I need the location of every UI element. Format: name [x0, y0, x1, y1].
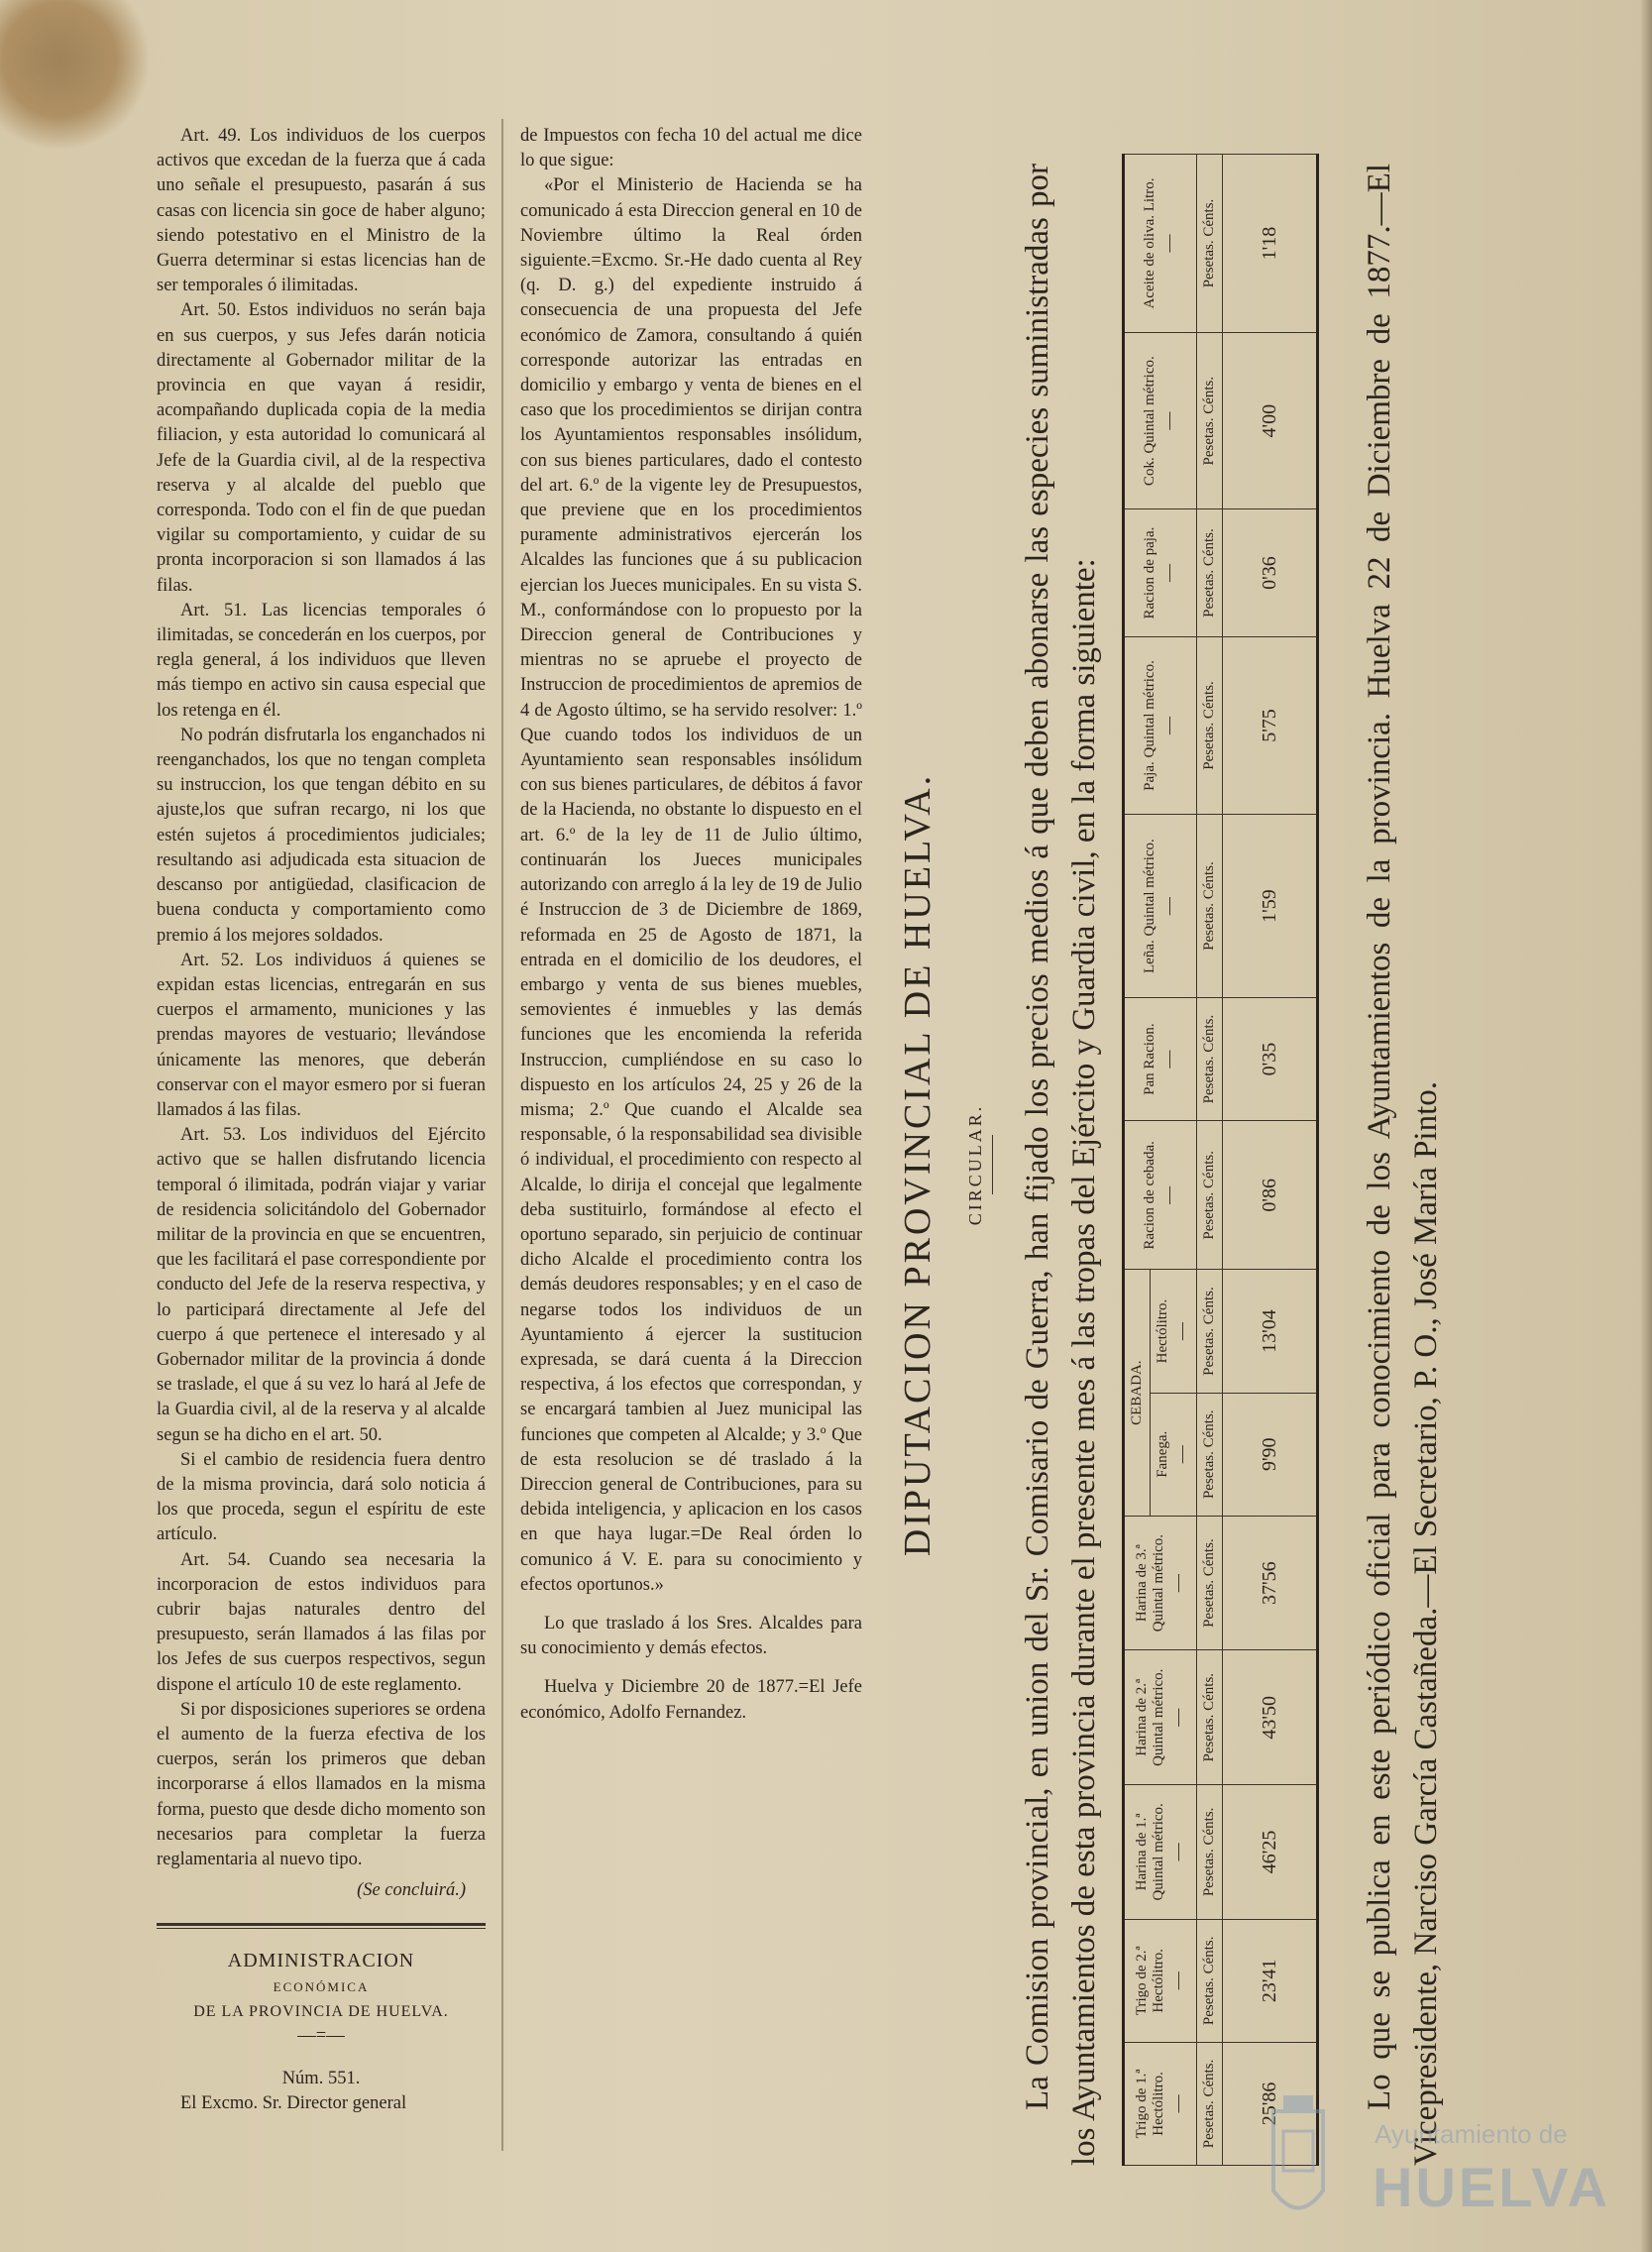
circular-outro: Lo que se publica en este periódico oficial para conocimiento de los Ayuntamientos de la provincia. Huelva 22 de Diciembre de 1877.—El Vicepresidente, Narciso García Castañeda.—El Secretario, P. O., José María Pinto. [1362, 164, 1444, 2166]
document-number: Núm. 551. [281, 2069, 361, 2089]
article-53: Art. 53. Los individuos del Ejército activo que se hallen disfrutando licencia temporal ó ilimitada, podrán viajar y variar de residencia solicitándolo del Gobernador militar de la provincia en que se encuentren, que les facilitará el pase correspondiente por conducto del Jefe de la reserva respectiva, y lo participará directamente al Jefe del cuerpo á que pertenece el interesado y al Gobernador militar de la provincia á donde se traslade, el que á su vez lo hará al Jefe de la Guardia civil, al de la reserva y al alcalde segun se ha dicho en el art. 50. [157, 1125, 486, 1445]
article-54-continued: Si por disposiciones superiores se ordena el aumento de la fuerza efectiva de los cuerpos, serán los primeros que deban incorporarse á ellos llamados en la misma forma, puesto que desde dicho momento son necesarios para completar la fuerza reglamentaria al nuevo tipo. [157, 1699, 486, 1870]
price-col-header: Racion de cebada. — [1124, 1121, 1197, 1270]
currency-cell: Pesetas. Cénts. [1197, 1785, 1223, 1920]
circular-intro: La Comision provincial, en union del Sr. Comisario de Guerra, han fijado los precios medios á que deben abonarse las especies suministradas por los Ayuntamientos de esta provincia durante el presente mes á las tropas del Ejército y Guardia civil, en la forma siguiente: [1020, 164, 1102, 2166]
price-value: 4'00 [1223, 333, 1318, 509]
price-value: 1'18 [1223, 155, 1318, 333]
middle-intro: de Impuestos con fecha 10 del actual me dice lo que sigue: [520, 126, 862, 171]
price-col-header: Paja. Quintal métrico. — [1124, 636, 1197, 814]
currency-cell: Pesetas. Cénts. [1197, 1516, 1223, 1650]
price-value: 43'50 [1223, 1650, 1318, 1785]
admin-subheading: ECONÓMICA [273, 1978, 370, 1994]
signature-line: Huelva y Diciembre 20 de 1877.=El Jefe económico, Adolfo Fernandez. [520, 1677, 862, 1723]
price-col-header: Harina de 2.ª Quintal métrico. — [1124, 1650, 1197, 1785]
currency-cell: Pesetas. Cénts. [1197, 815, 1223, 998]
paper-stain [0, 0, 149, 149]
price-value: 9'90 [1223, 1393, 1318, 1516]
currency-cell: Pesetas. Cénts. [1197, 2042, 1223, 2165]
currency-cell: Pesetas. Cénts. [1197, 155, 1223, 333]
price-col-header: Cok. Quintal métrico. — [1124, 333, 1197, 509]
price-value: 37'56 [1223, 1516, 1318, 1650]
price-value: 1'59 [1223, 815, 1318, 998]
watermark-line-1: Ayuntamiento de [1375, 2119, 1568, 2149]
column-rule [501, 119, 503, 2151]
price-value: 0'36 [1223, 509, 1318, 637]
article-51: Art. 51. Las licencias temporales ó ilimitadas, se concederán en los cuerpos, por regla general, á los individuos que lleven más tiempo en activo sin causa especial que los retenga en él. [157, 600, 486, 721]
article-49: Art. 49. Los individuos de los cuerpos activos que excedan de la fuerza que á cada uno señale el presupuesto, pasarán á sus casas con licencia sin goce de haber alguno; siendo potestativo en el Ministro de la Guerra determinar si estas licencias han de ser temporales ó ilimitadas. [157, 126, 486, 296]
director-line: El Excmo. Sr. Director general [180, 2093, 407, 2114]
currency-cell: Pesetas. Cénts. [1197, 998, 1223, 1121]
price-col-header: Fanega. — [1151, 1393, 1197, 1516]
currency-cell: Pesetas. Cénts. [1197, 509, 1223, 637]
price-value: 13'04 [1223, 1270, 1318, 1393]
to-be-continued: (Se concluirá.) [357, 1880, 466, 1901]
admin-province: DE LA PROVINCIA DE HUELVA. [193, 2002, 449, 2020]
price-col-header: Pan Racion. — [1124, 998, 1197, 1121]
price-row [1223, 155, 1318, 2166]
price-value: 0'35 [1223, 998, 1318, 1121]
currency-cell: Pesetas. Cénts. [1197, 636, 1223, 814]
price-col-header: Leña. Quintal métrico. — [1124, 815, 1197, 998]
circular-title: DIPUTACION PROVINCIAL DE HUELVA. [897, 772, 938, 1557]
price-value: 5'75 [1223, 636, 1318, 814]
price-value: 23'41 [1223, 1919, 1318, 2042]
price-value: 0'86 [1223, 1121, 1318, 1270]
price-col-header: Harina de 3.ª Quintal métrico. — [1124, 1516, 1197, 1650]
price-col-header: Trigo de 2.ª Hectólitro. — [1124, 1919, 1197, 2042]
transfer-note: Lo que traslado á los Sres. Alcaldes para su conocimiento y demás efectos. [520, 1613, 862, 1659]
circular-subtitle: CIRCULAR. [965, 1103, 985, 1226]
article-54: Art. 54. Cuando sea necesaria la incorporacion de estos individuos para cubrir bajas naturales dentro del presupuesto, serán llamados á las filas por los Jefes de sus cuerpos respectivos, segun dispone el artículo 10 de este reglamento. [157, 1549, 486, 1695]
currency-cell: Pesetas. Cénts. [1197, 1393, 1223, 1516]
page-edge-shadow [1640, 0, 1652, 2252]
price-table [1122, 154, 1319, 2166]
royal-order-text: «Por el Ministerio de Hacienda se ha comunicado á esta Direccion general en 10 de Noviembre último la Real órden siguiente.=Excmo. Sr.-He dado cuenta al Rey (q. D. g.) del expediente instruido á consecuencia de una propuesta del Jefe económico de Zamora, consultando á quién corresponde autorizar las entradas en domicilio y embargo y venta de bienes en el caso que los procedimientos se dirijan contra los Ayuntamientos responsables insólidum, con sus bienes particulares, dado el contesto del art. 6.º de la vigente ley de Presupuestos, que previene que en los procedimientos puramente administrativos ejercerán los Alcaldes las funciones que á su publicacion ejercian los Jueces municipales. En su vista S. M., conformándose con lo propuesto por la Direccion general de Contribuciones y mientras no se apruebe el proyecto de Instruccion de procedimientos de apremios de 4 de Agosto último, se ha servido resolver: 1.º Que cuando todos los individuos de un Ayuntamiento sean responsables insólidum con sus bienes particulares, de débitos á favor de la Hacienda, no obstante lo dispuesto en el art. 6.º de la ley de 11 de Julio último, continuarán los Jueces municipales autorizando con arreglo á la ley de 19 de Julio é Instruccion de 3 de Diciembre de 1869, reformada en 25 de Agosto de 1871, la entrada en el domicilio de los deudores, el embargo y venta de sus bienes muebles, semovientes é inmuebles y las demás funciones que les encomienda la referida Instruccion, cumpliéndose en su caso lo dispuesto en los artículos 24, 25 y 26 de la misma; 2.º Que cuando el Alcalde sea responsable, ó la responsabilidad sea divisible ó individual, el procedimiento con respecto al Alcalde, lo dirija el concejal que legalmente deba sustituirlo, formándose al efecto el oportuno separado, sin perjuicio de continuar dicho Alcalde el procedimiento contra los demás deudores responsables; y en el caso de negarse todos los individuos de un Ayuntamiento á ejercer la sustitucion expresada, se dará cuenta á la Direccion respectiva, á los efectos que correspondan, y se encargará tambien al Juez municipal las funciones que competen al Alcalde; y 3.º Que de esta resolucion se dé traslado á la Direccion general de Contribuciones, para su debida inteligencia, y aplicacion en los casos en que haya lugar.=De Real órden lo comunico á V. E. para su conocimiento y efectos oportunos.» [520, 175, 862, 1595]
middle-column [520, 124, 862, 1726]
watermark-line-2: HUELVA [1373, 2156, 1610, 2218]
article-53-continued: Si el cambio de residencia fuera dentro de la misma provincia, dará solo noticia á los que proceda, segun el espíritu de este artículo. [157, 1449, 486, 1545]
currency-cell: Pesetas. Cénts. [1197, 1650, 1223, 1785]
admin-heading: ADMINISTRACION [227, 1950, 415, 1972]
price-col-header: Racion de paja. — [1124, 509, 1197, 637]
section-divider [157, 1923, 486, 1929]
price-value: 46'25 [1223, 1785, 1318, 1920]
price-col-header: Trigo de 1.ª Hectólitro. — [1124, 2042, 1197, 2165]
coat-of-arms-icon [1264, 2091, 1333, 2230]
article-50: Art. 50. Estos individuos no serán baja en sus cuerpos, y sus Jefes darán noticia directamente al Gobernador militar de la provincia en que vayan á residir, acompañando duplicada copia de la media filiacion, y esta autoridad lo comunicará al Jefe de la Guardia civil, al de la respectiva reserva y al alcalde del pueblo que corresponda. Todo con el fin de que puedan vigilar su comportamiento, y cuidar de su pronta incorporacion si son llamados á las filas. [157, 300, 486, 596]
currency-cell: Pesetas. Cénts. [1197, 1121, 1223, 1270]
price-col-header: Harina de 1.ª Quintal métrico. — [1124, 1785, 1197, 1920]
currency-cell: Pesetas. Cénts. [1197, 1919, 1223, 2042]
subtitle-rule [992, 1135, 993, 1194]
currency-cell: Pesetas. Cénts. [1197, 333, 1223, 509]
article-52: Art. 52. Los individuos á quienes se expidan estas licencias, entregarán en sus cuerpos el armamento, municiones y las prendas mayores de vestuario; llevándose únicamente las menores, que deberán conservar con el mayor esmero por si fueran llamados á las filas. [157, 950, 486, 1120]
price-col-header: Aceite de oliva. Litro. — [1124, 155, 1197, 333]
left-column [157, 124, 486, 2117]
price-col-header: Hectólitro. — [1151, 1270, 1197, 1393]
article-51-continued: No podrán disfrutarla los enganchados ni reenganchados, los que no tengan completa su instruccion, los que tengan débito en su ajuste,los que sufran recargo, ni los que estén sujetos á procedimientos judiciales; resultando asi adjudicada esta situacion de descanso por antigüedad, clasificacion de buena conducta y comportamiento como premio á los mejores soldados. [157, 725, 486, 946]
archive-watermark [1264, 2091, 1650, 2240]
admin-ornament: —=— [297, 2026, 345, 2047]
price-value: 25'86 [1223, 2042, 1318, 2165]
currency-cell: Pesetas. Cénts. [1197, 1270, 1223, 1393]
circular-section [872, 124, 1635, 2205]
cebada-group-header: CEBADA. [1124, 1270, 1151, 1516]
